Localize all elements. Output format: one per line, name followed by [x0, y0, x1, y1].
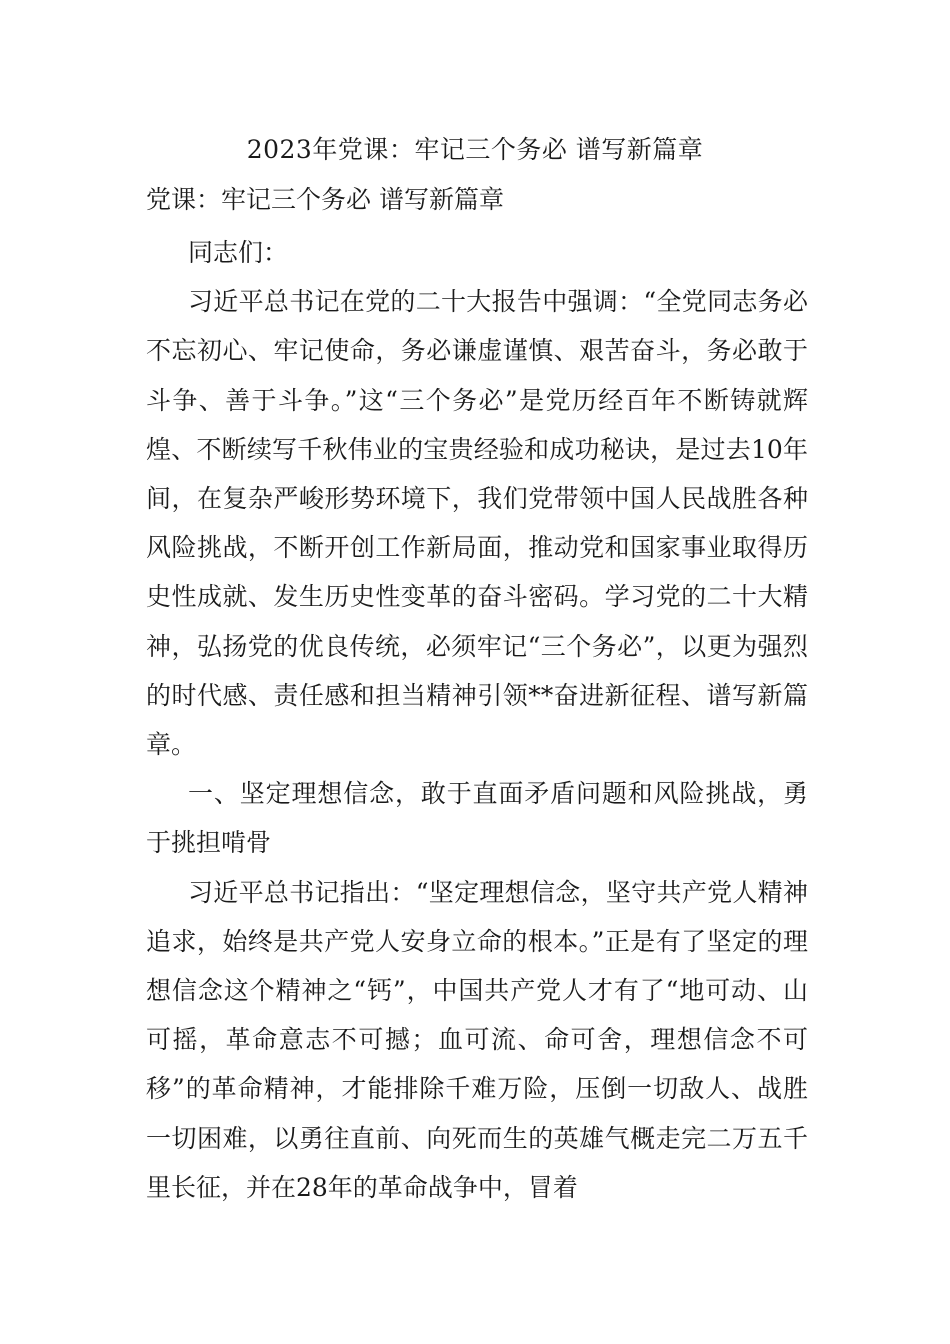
- salutation-paragraph: 同志们：: [188, 238, 289, 267]
- document-subtitle: 党课：牢记三个务必 谱写新篇章: [146, 185, 504, 214]
- intro-paragraph: 习近平总书记在党的二十大报告中强调：“全党同志务必不忘初心、牢记使命，务必谦虚谨慎、艰苦奋斗，务必敢于斗争、善于斗争。”这“三个务必”是党历经百年不断铸就辉煌、不断续写千秋伟业的宝贵经验和成功秘诀，是过去10年间，在复杂严峻形势环境下，我们党带领中国人民战胜各种风险挑战，不断开创工作新局面，推动党和国家事业取得历史性成就、发生历史性变革的奋斗密码。学习党的二十大精神，弘扬党的优良传统，必须牢记“三个务必”，以更为强烈的时代感、责任感和担当精神引领**奋进新征程、谱写新篇章。: [146, 287, 808, 760]
- document-body: [146, 228, 808, 1212]
- section-heading: 一、坚定理想信念，敢于直面矛盾问题和风险挑战，勇于挑担啃骨: [146, 779, 808, 858]
- section-paragraph: 习近平总书记指出：“坚定理想信念，坚守共产党人精神追求，始终是共产党人安身立命的根本。”正是有了坚定的理想信念这个精神之“钙”，中国共产党人才有了“地可动、山可摇，革命意志不可撼；血可流、命可舍，理想信念不可移”的革命精神，才能排除千难万险，压倒一切敌人、战胜一切困难，以勇往直前、向死而生的英雄气概走完二万五千里长征，并在28年的革命战争中，冒着: [146, 877, 808, 1202]
- document-title: 2023年党课：牢记三个务必 谱写新篇章: [246, 135, 704, 164]
